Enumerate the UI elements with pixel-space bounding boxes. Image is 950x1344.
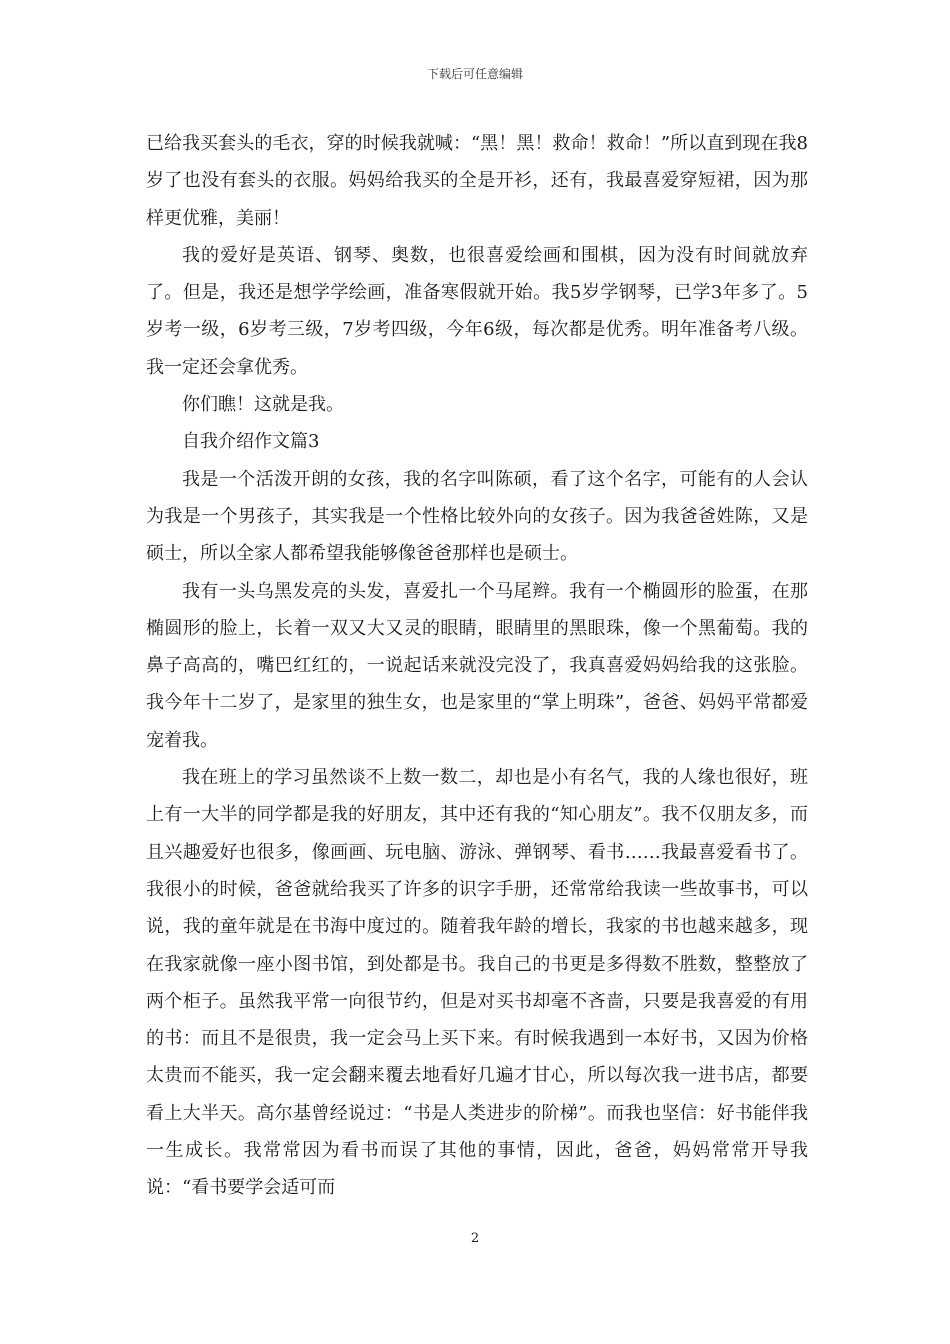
document-body (146, 125, 808, 1207)
page-header: 下载后可任意编辑 (426, 67, 523, 81)
page-number: 2 (470, 1231, 480, 1246)
paragraph: 已给我买套头的毛衣，穿的时候我就喊：“黑！黑！救命！救命！”所以直到现在我8岁了也没有套头的衣服。妈妈给我买的全是开衫，还有，我最喜爱穿短裙，因为那样更优雅，美丽！ (146, 133, 808, 229)
paragraph: 你们瞧！这就是我。 (182, 394, 344, 416)
paragraph: 我在班上的学习虽然谈不上数一数二，却也是小有名气，我的人缘也很好，班上有一大半的同学都是我的好朋友，其中还有我的“知心朋友”。我不仅朋友多，而且兴趣爱好也很多，像画画、玩电脑、游泳、弹钢琴、看书……我最喜爱看书了。我很小的时候，爸爸就给我买了许多的识字手册，还常常给我读一些故事书，可以说，我的童年就是在书海中度过的。随着我年龄的增长，我家的书也越来越多，现在我家就像一座小图书馆，到处都是书。我自己的书更是多得数不胜数，整整放了两个柜子。虽然我平常一向很节约，但是对买书却毫不吝啬，只要是我喜爱的有用的书：而且不是很贵，我一定会马上买下来。有时候我遇到一本好书，又因为价格太贵而不能买，我一定会翻来覆去地看好几遍才甘心，所以每次我一进书店，都要看上大半天。高尔基曾经说过：“书是人类进步的阶梯”。而我也坚信：好书能伴我一生成长。我常常因为看书而误了其他的事情，因此，爸爸，妈妈常常开导我说：“看书要学会适可而 (146, 767, 808, 1199)
paragraph: 我的爱好是英语、钢琴、奥数，也很喜爱绘画和围棋，因为没有时间就放弃了。但是，我还是想学学绘画，准备寒假就开始。我5岁学钢琴，已学3年多了。5岁考一级，6岁考三级，7岁考四级，今年6级，每次都是优秀。明年准备考八级。我一定还会拿优秀。 (146, 244, 808, 378)
paragraph: 我有一头乌黑发亮的头发，喜爱扎一个马尾辫。我有一个椭圆形的脸蛋，在那椭圆形的脸上，长着一双又大又灵的眼睛，眼睛里的黑眼珠，像一个黑葡萄。我的鼻子高高的，嘴巴红红的，一说起话来就没完没了，我真喜爱妈妈给我的这张脸。我今年十二岁了，是家里的独生女，也是家里的“掌上明珠”，爸爸、妈妈平常都爱宠着我。 (146, 580, 808, 751)
section-heading: 自我介绍作文篇3 (182, 431, 320, 453)
paragraph: 我是一个活泼开朗的女孩，我的名字叫陈硕，看了这个名字，可能有的人会认为我是一个男孩子，其实我是一个性格比较外向的女孩子。因为我爸爸姓陈，又是硕士，所以全家人都希望我能够像爸爸那样也是硕士。 (146, 468, 808, 565)
